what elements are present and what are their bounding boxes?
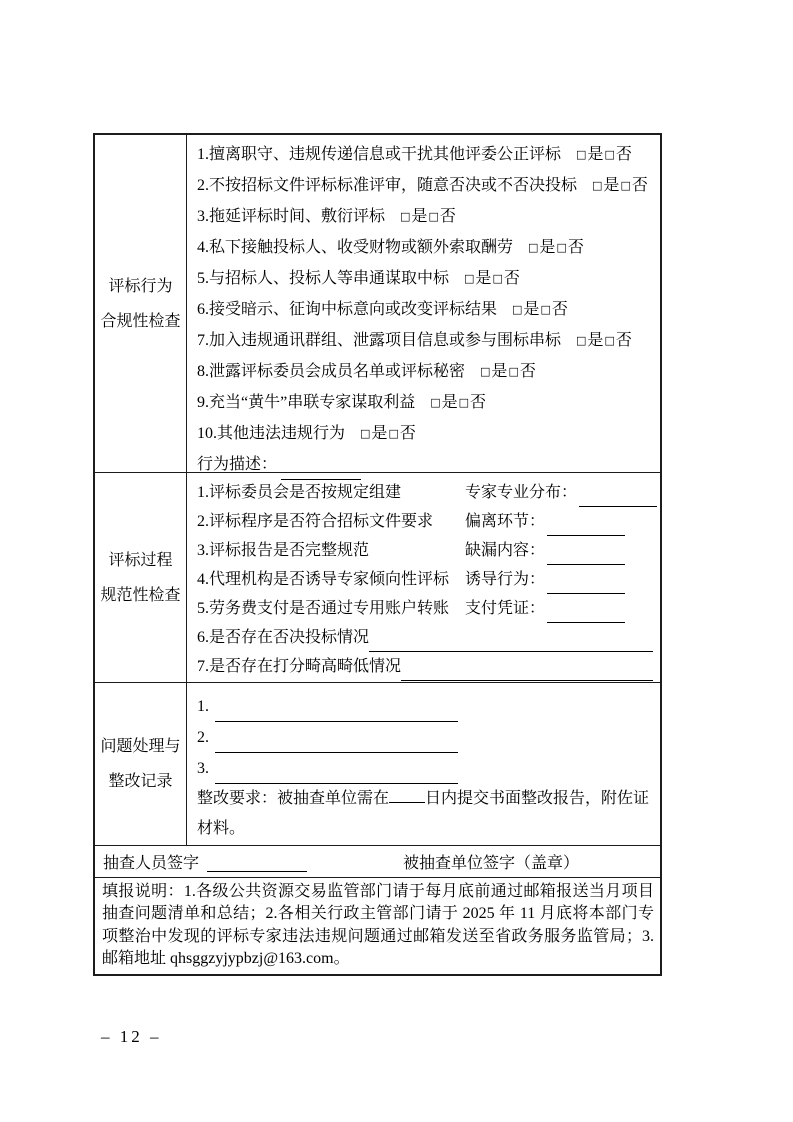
yes-label: 是 xyxy=(603,177,620,194)
checklist-item xyxy=(197,171,657,202)
checkbox-yes-icon: □ xyxy=(576,334,587,347)
fill-in-field-label: 专家专业分布： xyxy=(465,484,578,501)
process-question-text: 5.劳务费支付是否通过专用账户转账 xyxy=(197,600,450,617)
yes-no-checkboxes xyxy=(591,171,648,202)
process-question-text: 7.是否存在打分畸高畸低情况 xyxy=(197,658,402,675)
row-header-line: 评标行为 xyxy=(108,277,173,295)
process-question-line xyxy=(197,652,657,681)
checklist-item xyxy=(197,264,657,295)
checkbox-yes-icon: □ xyxy=(512,303,523,316)
yes-no-checkboxes xyxy=(511,295,568,326)
checkbox-yes-icon: □ xyxy=(464,272,475,285)
checkbox-no-icon: □ xyxy=(492,272,503,285)
process-question-line xyxy=(197,623,657,652)
blank-line-number: 2. xyxy=(197,729,209,746)
blank-line-number: 3. xyxy=(197,760,209,777)
fill-in-field-label: 缺漏内容： xyxy=(465,542,546,559)
checkbox-no-icon: □ xyxy=(540,303,551,316)
yes-label: 是 xyxy=(491,363,508,380)
fill-in-rule-line xyxy=(369,637,653,652)
checkbox-yes-icon: □ xyxy=(360,427,371,440)
row-header-line: 问题处理与 xyxy=(100,738,181,755)
yes-no-checkboxes xyxy=(575,140,632,171)
process-question-text: 4.代理机构是否诱导专家倾向性评标 xyxy=(197,571,450,588)
no-label: 否 xyxy=(615,146,632,163)
yes-label: 是 xyxy=(587,146,604,163)
checklist-item xyxy=(197,202,657,233)
checklist-item-text: 9.充当“黄牛”串联专家谋取利益 xyxy=(197,394,416,411)
checkbox-no-icon: □ xyxy=(620,179,631,192)
yes-no-checkboxes xyxy=(479,357,536,388)
checklist-item xyxy=(197,419,657,450)
process-question-text: 1.评标委员会是否按规定组建 xyxy=(197,484,402,501)
checklist-item-text: 8.泄露评标委员会成员名单或评标秘密 xyxy=(197,363,466,380)
no-label: 否 xyxy=(615,332,632,349)
yes-no-checkboxes xyxy=(429,388,486,419)
checkbox-no-icon: □ xyxy=(604,334,615,347)
yes-label: 是 xyxy=(371,425,388,442)
yes-no-checkboxes xyxy=(527,233,584,264)
fill-in-field-blank xyxy=(547,521,625,536)
checklist-item-text: 4.私下接触投标人、收受财物或额外索取酬劳 xyxy=(197,239,514,256)
checklist-item xyxy=(197,233,657,264)
row-header-line: 评标过程 xyxy=(108,551,173,569)
yes-label: 是 xyxy=(523,301,540,318)
page-number: – 12 – xyxy=(101,1027,162,1046)
no-label: 否 xyxy=(551,301,568,318)
numbered-blank-line xyxy=(197,753,657,784)
process-question-line xyxy=(197,536,657,565)
row-header-line: 整改记录 xyxy=(108,773,173,790)
fill-in-field-label: 偏离环节： xyxy=(465,513,546,530)
checklist-item xyxy=(197,357,657,388)
checkbox-no-icon: □ xyxy=(508,365,519,378)
process-question-text: 3.评标报告是否完整规范 xyxy=(197,542,370,559)
checkbox-yes-icon: □ xyxy=(400,210,411,223)
days-blank-field xyxy=(389,788,425,803)
table-row-rectification-record xyxy=(95,683,660,846)
row-header-rectification-record xyxy=(95,683,187,845)
checkbox-yes-icon: □ xyxy=(528,241,539,254)
process-question-text: 2.评标程序是否符合招标文件要求 xyxy=(197,513,434,530)
no-label: 否 xyxy=(399,425,416,442)
checklist-item xyxy=(197,326,657,357)
fill-in-field-blank xyxy=(547,608,625,623)
row-header-process-check xyxy=(95,473,187,682)
fill-in-field-blank xyxy=(547,579,625,594)
no-label: 否 xyxy=(567,239,584,256)
requirement-text-before: 整改要求：被抽查单位需在 xyxy=(197,790,390,807)
yes-no-checkboxes xyxy=(359,419,416,450)
process-question-text: 6.是否存在否决投标情况 xyxy=(197,629,370,646)
row-header-line: 规范性检查 xyxy=(100,586,181,604)
checklist-item-text: 5.与招标人、投标人等串通谋取中标 xyxy=(197,270,450,287)
checkbox-no-icon: □ xyxy=(458,396,470,409)
filling-instructions: 填报说明：1.各级公共资源交易监管部门请于每月底前通过邮箱报送当月项目抽查问题清单和总结；2.各相关行政主管部门请于 2025 年 11 月底将本部门专项整治中发现的评标专家违法违规问题通过邮箱发送至省政务服务监管局；3.邮箱地址 qhsggzyjypbzj@163.com。 xyxy=(102,883,654,968)
unit-signature-label: 被抽查单位签字（盖章） xyxy=(403,855,580,872)
inspection-form-table xyxy=(93,133,662,976)
rectification-record-content xyxy=(187,683,660,845)
no-label: 否 xyxy=(470,394,487,411)
numbered-blank-lines xyxy=(197,691,657,784)
checkbox-yes-icon: □ xyxy=(430,396,441,409)
table-row-signatures xyxy=(95,846,660,878)
checklist-item xyxy=(197,140,657,171)
behavior-description-label: 行为描述： xyxy=(197,456,278,473)
checklist-item-text: 10.其他违法违规行为 xyxy=(197,425,346,442)
process-check-items xyxy=(187,473,660,682)
blank-line-rule xyxy=(215,769,458,784)
process-question-line xyxy=(197,478,657,507)
table-row-notes xyxy=(95,878,660,974)
checkbox-yes-icon: □ xyxy=(480,365,491,378)
checklist-item xyxy=(197,388,657,419)
fill-in-field-blank xyxy=(579,492,657,507)
checklist-item-text: 1.擅离职守、违规传递信息或干扰其他评委公正评标 xyxy=(197,146,562,163)
fill-in-rule-line xyxy=(401,666,653,681)
yes-label: 是 xyxy=(539,239,556,256)
checklist-item-text: 3.拖延评标时间、敷衍评标 xyxy=(197,208,386,225)
table-row-process-check xyxy=(95,473,660,683)
no-label: 否 xyxy=(503,270,520,287)
inspector-signature-blank xyxy=(207,861,307,872)
checklist-item xyxy=(197,295,657,326)
yes-label: 是 xyxy=(411,208,428,225)
numbered-blank-line xyxy=(197,722,657,753)
requirement-text-after: 日内提交书面整改报告，附佐证材料。 xyxy=(197,790,650,837)
numbered-blank-line xyxy=(197,691,657,722)
process-question-line xyxy=(197,594,657,623)
process-question-line xyxy=(197,565,657,594)
checklist-item-text: 6.接受暗示、征询中标意向或改变评标结果 xyxy=(197,301,498,318)
row-header-line: 合规性检查 xyxy=(100,312,181,330)
blank-line-rule xyxy=(215,707,458,722)
table-row-behavior-compliance xyxy=(95,135,660,473)
blank-line-rule xyxy=(215,738,458,753)
yes-label: 是 xyxy=(441,394,458,411)
checkbox-yes-icon: □ xyxy=(576,148,587,161)
blank-line-number: 1. xyxy=(197,698,209,715)
yes-no-checkboxes xyxy=(575,326,632,357)
no-label: 否 xyxy=(439,208,456,225)
no-label: 否 xyxy=(631,177,648,194)
fill-in-field-blank xyxy=(547,550,625,565)
process-question-line xyxy=(197,507,657,536)
row-header-behavior-compliance xyxy=(95,135,187,472)
yes-no-checkboxes xyxy=(399,202,456,233)
checkbox-no-icon: □ xyxy=(428,210,439,223)
behavior-compliance-items xyxy=(187,135,660,472)
checkbox-no-icon: □ xyxy=(388,427,399,440)
checkbox-yes-icon: □ xyxy=(592,179,603,192)
yes-label: 是 xyxy=(587,332,604,349)
no-label: 否 xyxy=(519,363,536,380)
fill-in-field-label: 诱导行为： xyxy=(465,571,546,588)
checkbox-no-icon: □ xyxy=(556,241,567,254)
inspector-signature-label: 抽查人员签字 xyxy=(103,855,200,872)
yes-no-checkboxes xyxy=(463,264,520,295)
yes-label: 是 xyxy=(475,270,492,287)
checklist-item-text: 2.不按招标文件评标标准评审，随意否决或不否决投标 xyxy=(197,177,578,194)
rectification-requirement xyxy=(197,784,657,844)
fill-in-field-label: 支付凭证： xyxy=(465,600,546,617)
checklist-item-text: 7.加入违规通讯群组、泄露项目信息或参与围标串标 xyxy=(197,332,562,349)
checkbox-no-icon: □ xyxy=(604,148,615,161)
